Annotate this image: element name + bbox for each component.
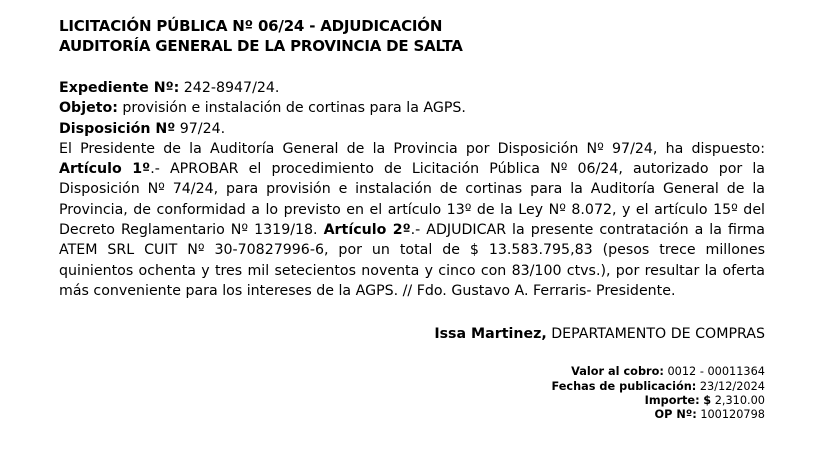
objeto-line bbox=[59, 98, 765, 118]
objeto-label: Objeto: bbox=[59, 100, 118, 117]
valor-label: Valor al cobro: bbox=[571, 365, 664, 379]
signer-name: Issa Martinez, bbox=[434, 326, 547, 343]
notice-title-line1: LICITACIÓN PÚBLICA Nº 06/24 - ADJUDICACIÓN bbox=[59, 17, 443, 35]
publication-footer bbox=[59, 365, 765, 422]
valor-line bbox=[59, 365, 765, 379]
disposicion-line bbox=[59, 119, 765, 139]
notice-title-line2: AUDITORÍA GENERAL DE LA PROVINCIA DE SALTA bbox=[59, 37, 463, 55]
importe-value: 2,310.00 bbox=[714, 393, 765, 407]
op-value: 100120798 bbox=[700, 408, 765, 422]
article-1-label: Artículo 1º bbox=[59, 161, 151, 178]
disposicion-label: Disposición Nº bbox=[59, 120, 176, 137]
importe-currency: $ bbox=[703, 393, 712, 407]
article-2-text: .- ADJUDICAR la presente contratación a la firma ATEM SRL CUIT Nº 30-70827996-6, por un total de $ 13.583.795,83 (pesos trece millones quinientos ochenta y tres mil setecientos noventa y cinco con 83/100 ctvs.), por resultar la oferta más conveniente para los intereses de la AGPS. // Fdo. Gustavo A. Ferraris- Presidente. bbox=[59, 222, 765, 299]
notice-title bbox=[59, 16, 765, 56]
bulletin-notice bbox=[59, 16, 765, 422]
article-1-text: .- APROBAR el procedimiento de Licitación Pública Nº 06/24, autorizado por la Disposición Nº 74/24, para provisión e instalación de cortinas para la Auditoría General de la Provincia, de conformidad a lo previsto en el artículo 13º de la Ley Nº 8.072, y el artículo 15º del Decreto Reglamentario Nº 1319/18. bbox=[59, 161, 765, 239]
expediente-label: Expediente Nº: bbox=[59, 80, 180, 96]
importe-label: Importe: bbox=[644, 393, 700, 407]
signature-block bbox=[59, 324, 765, 344]
fechas-line bbox=[59, 380, 765, 394]
notice-metadata bbox=[59, 78, 765, 139]
op-line bbox=[59, 408, 765, 422]
disposicion-value: 97/24. bbox=[179, 120, 226, 137]
valor-value: 0012 - 00011364 bbox=[667, 365, 765, 379]
signer-department: DEPARTAMENTO DE COMPRAS bbox=[551, 326, 765, 343]
intro-text: El Presidente de la Auditoría General de la Provincia por Disposición Nº 97/24, ha dispuesto: bbox=[59, 140, 765, 157]
objeto-value: provisión e instalación de cortinas para la AGPS. bbox=[122, 100, 466, 117]
importe-line bbox=[59, 394, 765, 408]
expediente-value: 242-8947/24. bbox=[183, 80, 280, 96]
op-label: OP Nº: bbox=[654, 408, 697, 422]
fechas-label: Fechas de publicación: bbox=[551, 379, 697, 393]
fechas-value: 23/12/2024 bbox=[699, 379, 765, 393]
expediente-line bbox=[59, 78, 765, 98]
article-2-label: Artículo 2º bbox=[323, 222, 411, 239]
notice-body bbox=[59, 139, 765, 301]
